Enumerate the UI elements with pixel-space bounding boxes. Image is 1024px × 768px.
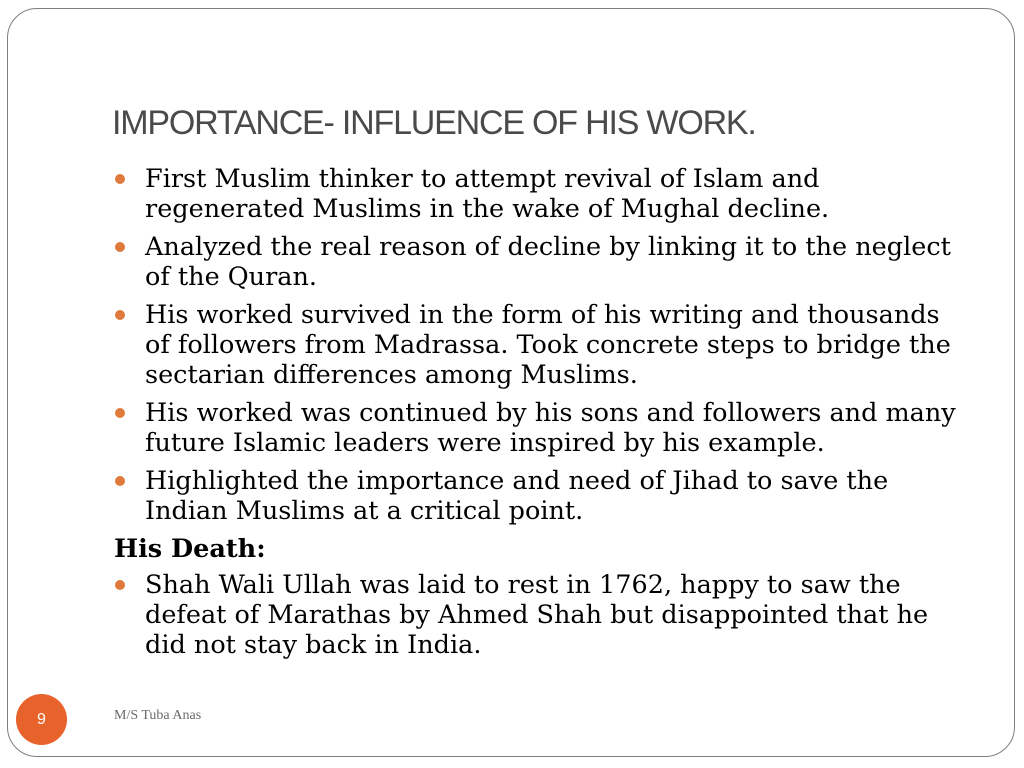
bullet-dot-icon — [115, 408, 125, 418]
bullet-item — [112, 232, 972, 292]
bullet-item — [112, 164, 972, 224]
bullet-item — [112, 398, 972, 458]
page-number-badge — [16, 694, 67, 745]
bullet-item — [112, 570, 972, 660]
bullet-dot-icon — [115, 242, 125, 252]
bullet-item — [112, 300, 972, 390]
slide-content — [112, 164, 972, 668]
bullet-dot-icon — [115, 310, 125, 320]
bullet-list — [112, 164, 972, 526]
bullet-text: Highlighted the importance and need of Jihad to save the Indian Muslims at a critical point. — [145, 466, 889, 526]
footer-author: M/S Tuba Anas — [114, 708, 202, 723]
bullet-text: Analyzed the real reason of decline by linking it to the neglect of the Quran. — [145, 232, 951, 292]
bullet-text: Shah Wali Ullah was laid to rest in 1762, happy to saw the defeat of Marathas by Ahmed Shah but disappointed that he did not stay back in India. — [145, 570, 929, 660]
bullet-item — [112, 466, 972, 526]
bullet-dot-icon — [115, 580, 125, 590]
death-subheading: His Death: — [114, 534, 266, 564]
bullet-text: First Muslim thinker to attempt revival of Islam and regenerated Muslims in the wake of Mughal decline. — [145, 164, 830, 224]
slide-title: IMPORTANCE- INFLUENCE OF HIS WORK. — [112, 104, 756, 142]
bullet-dot-icon — [115, 476, 125, 486]
bullet-text: His worked survived in the form of his writing and thousands of followers from Madrassa. Took concrete steps to bridge the sectarian differences among Muslims. — [145, 300, 951, 390]
bullet-text: His worked was continued by his sons and followers and many future Islamic leaders were inspired by his example. — [145, 398, 956, 458]
death-bullet-list — [112, 570, 972, 660]
bullet-dot-icon — [115, 174, 125, 184]
page-number: 9 — [37, 710, 46, 728]
